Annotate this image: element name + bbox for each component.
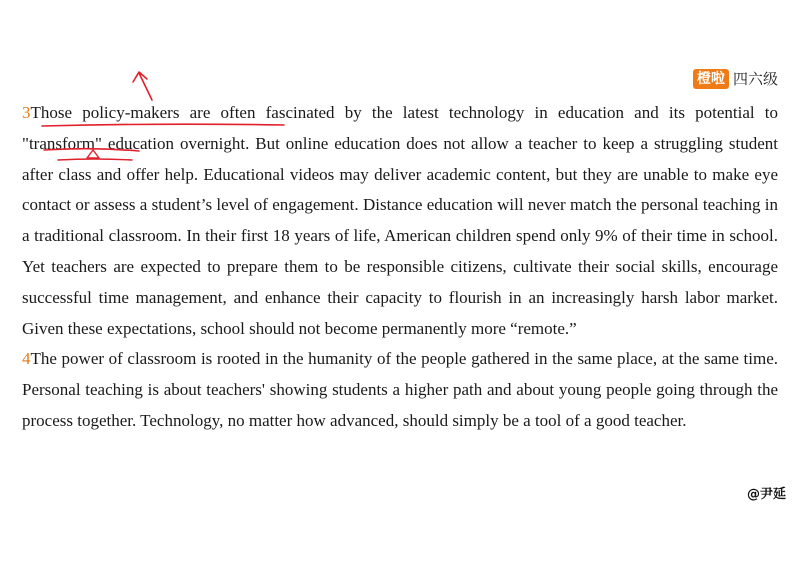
brand-logo [693, 69, 778, 89]
paragraph-text: Those policy-makers are often fascinated by the latest technology in education and its potential to "transform" education overnight. But online education does not allow a teacher to keep a struggling student after class and offer help. Educational videos may deliver academic content, but they are unable to make eye contact or assess a student’s level of engagement. Distance education will never match the personal teaching in a traditional classroom. In their first 18 years of life, American children spend only 9% of their time in school. Yet teachers are expected to prepare them to be responsible citizens, cultivate their social skills, encourage successful time management, and enhance their capacity to flourish in an increasingly harsh labor market. Given these expectations, school should not become permanently more “remote.” [22, 103, 778, 338]
annotation-arrow-icon [133, 72, 152, 100]
paragraph-text: The power of classroom is rooted in the humanity of the people gathered in the same place, at the same time. Personal teaching is about teachers' showing students a higher path and about young people going through the process together. Technology, no matter how advanced, should simply be a tool of a good teacher. [22, 349, 778, 430]
passage [22, 98, 778, 437]
paragraph-number: 4 [22, 349, 31, 369]
paragraph-4 [22, 344, 778, 436]
paragraph-number: 3 [22, 103, 31, 122]
brand-text: 四六级 [732, 70, 778, 88]
brand-badge: 橙啦 [693, 69, 729, 89]
paragraph-3 [22, 98, 778, 344]
watermark: @尹延 [746, 487, 786, 502]
